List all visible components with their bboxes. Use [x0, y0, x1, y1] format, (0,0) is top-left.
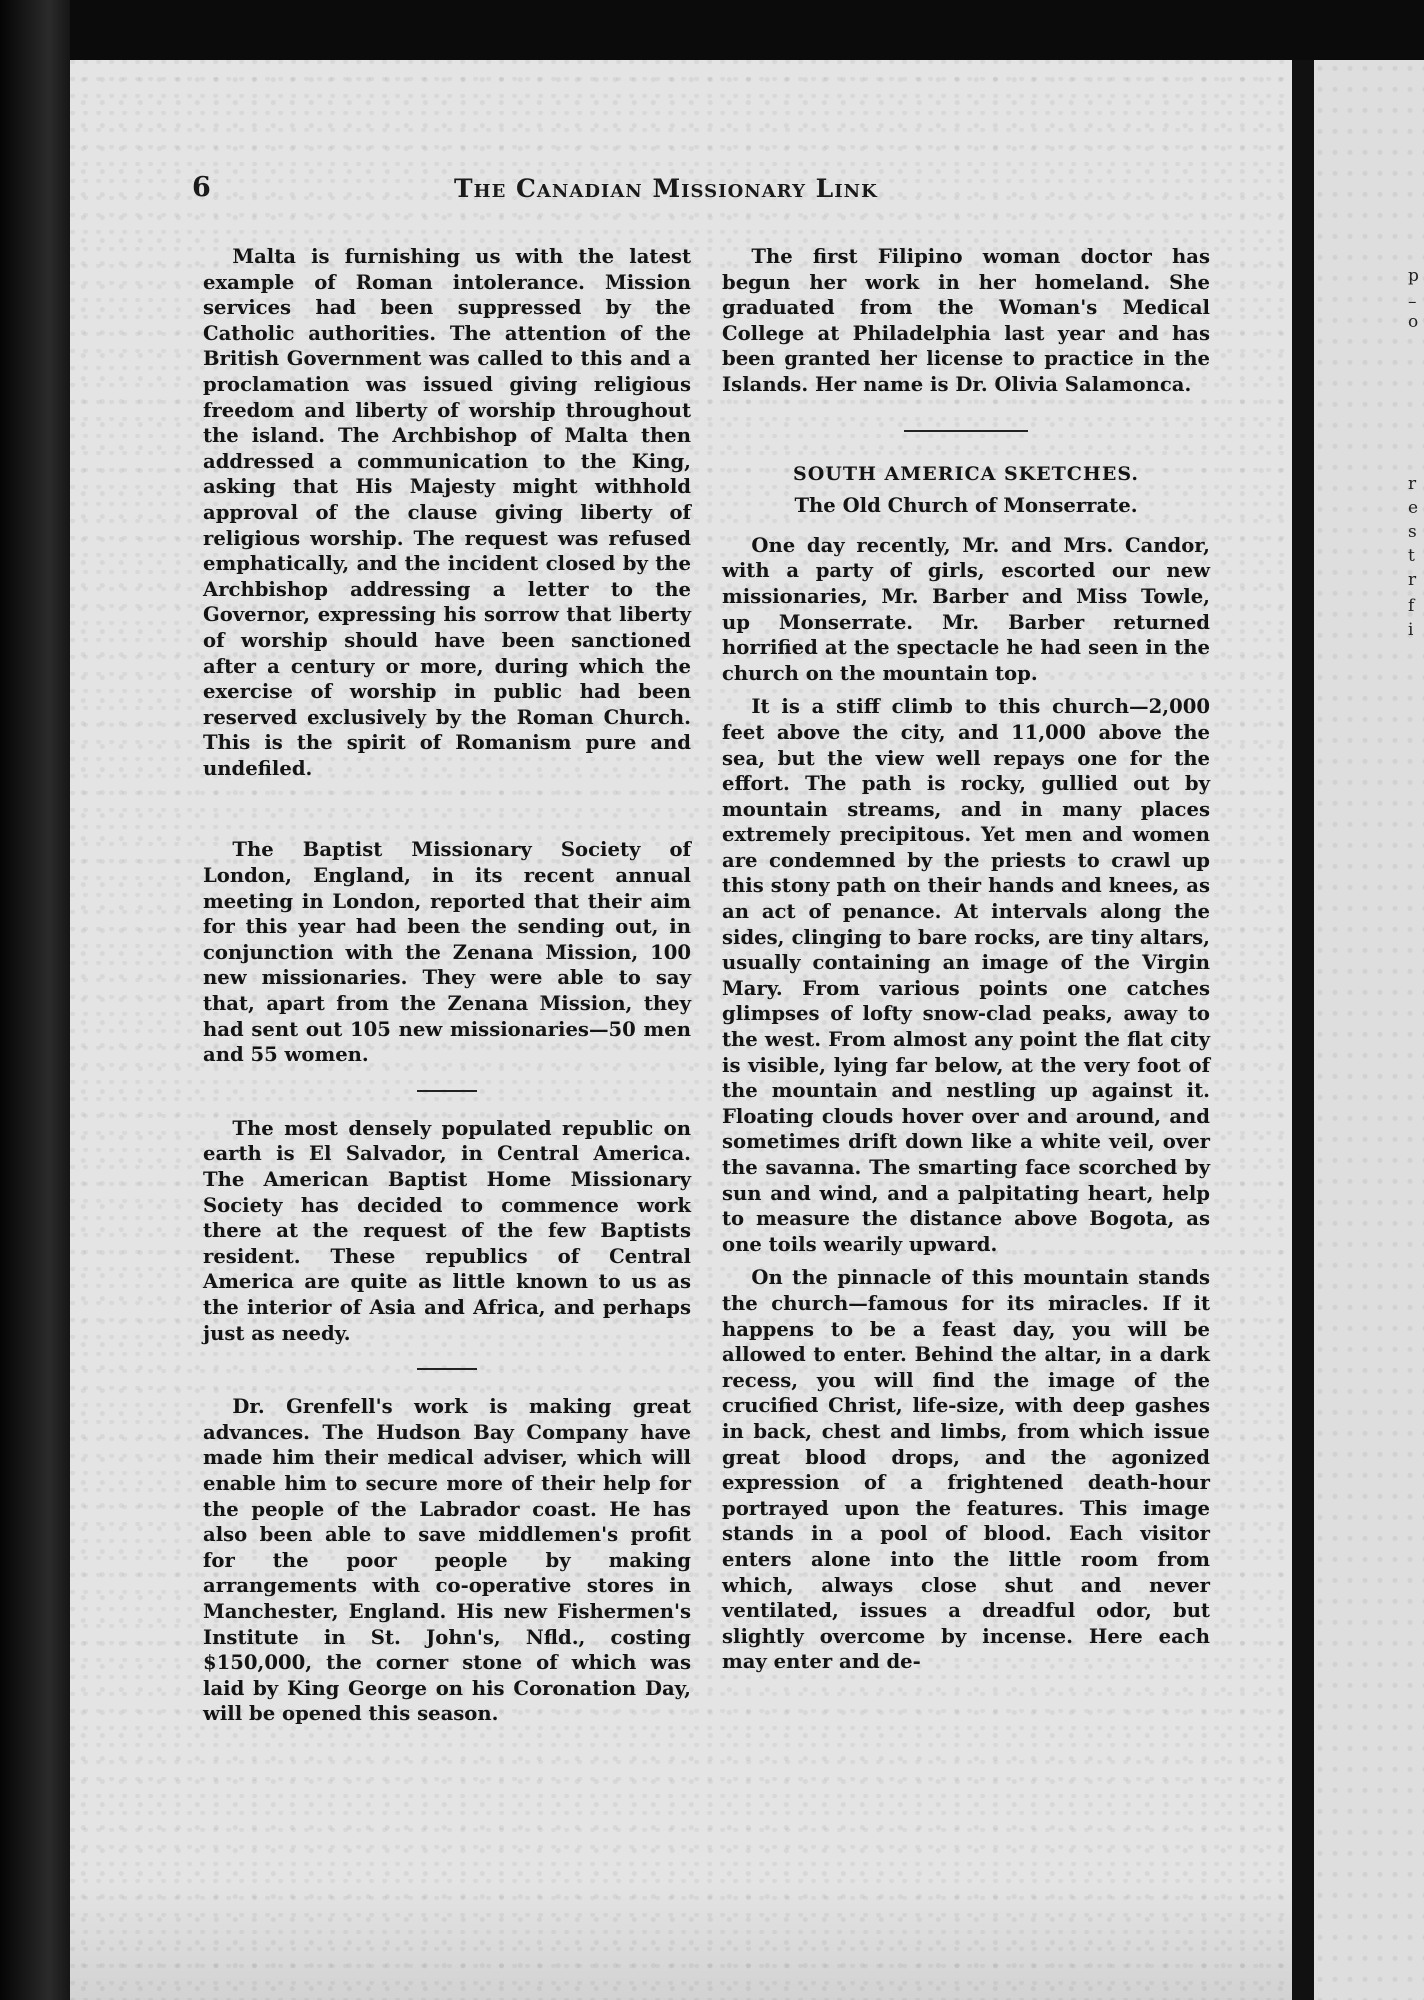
- next-page-fragment: r: [1408, 570, 1417, 590]
- page-gutter: [1292, 60, 1314, 2000]
- page-header: [192, 172, 1052, 208]
- running-head: The Canadian Missionary Link: [454, 174, 878, 203]
- book-spine-left: [0, 0, 70, 2000]
- article-el-salvador: The most densely populated republic on earth is El Salvador, in Central America. The American Baptist Home Missionary Society has decided to commence work there at the request of the few Baptists resident. These republics of Central America are quite as little known to us as the interior of Asia and Africa, and perhaps just as needy.: [203, 1116, 691, 1345]
- next-page-fragment: i: [1408, 620, 1414, 640]
- section-title: SOUTH AMERICA SKETCHES.: [792, 462, 1140, 485]
- next-page-fragment: s: [1408, 522, 1417, 542]
- next-page-fragment: p: [1408, 266, 1419, 286]
- article-baptist-missionary-society: The Baptist Missionary Society of London, England, in its recent annual meeting in London, reported that their aim for this year had been the sending out, in conjunction with the Zenana Mission, 100 new missionaries. They were able to say that, apart from the Zenana Mission, they had sent out 105 new missionaries—50 men and 55 women.: [203, 838, 691, 1067]
- right-column: [722, 244, 1210, 1675]
- spacer: [203, 781, 691, 837]
- paragraph-climb: It is a stiff climb to this church—2,000 feet above the city, and 11,000 above the sea, but the view well repays one for the effort. The path is rocky, gullied out by mountain streams, and in many places extremely precipitous. Yet men and women are condemned by the priests to crawl up this stony path on their hands and knees, as an act of penance. At intervals along the sides, clinging to bare rocks, are tiny altars, usually containing an image of the Virgin Mary. From various points one catches glimpses of lofty snow-clad peaks, away to the west. From almost any point the flat city is visible, lying far below, at the very foot of the mountain and nestling up against it. Floating clouds hover over and around, and sometimes drift down like a white veil, over the savanna. The smarting face scorched by sun and wind, and a palpitating heart, help to measure the distance above Bogota, as one toils wearily upward.: [722, 695, 1210, 1256]
- left-column: [203, 244, 691, 1727]
- next-page-fragment: e: [1408, 498, 1419, 518]
- section-divider: [417, 1090, 477, 1092]
- paragraph-church: On the pinnacle of this mountain stands the church—famous for its miracles. If it happens to be a feast day, you will be allowed to enter. Behind the altar, in a dark recess, you will find the image of the crucified Christ, life-size, with deep gashes in back, chest and limbs, from which issue great blood drops, and the agonized expression of a frightened death-hour portrayed upon the features. This image stands in a pool of blood. Each visitor enters alone into the little room from which, always close shut and never ventilated, issues a dreadful odor, but slightly overcome by incense. Here each may enter and de-: [722, 1266, 1210, 1674]
- article-grenfell: Dr. Grenfell's work is making great advances. The Hudson Bay Company have made him their medical adviser, which will enable him to secure more of their help for the people of the Labrador coast. He has also been able to save middlemen's profit for the poor people by making arrangements with co-operative stores in Manchester, England. His new Fishermen's Institute in St. John's, Nfld., costing $150,000, the corner stone of which was laid by King George on his Coronation Day, will be opened this season.: [203, 1395, 691, 1726]
- adjacent-page-edge: [1314, 60, 1424, 2000]
- page-number: 6: [192, 172, 211, 203]
- paragraph-monserrate-visit: One day recently, Mr. and Mrs. Candor, with a party of girls, escorted our new missionaries, Mr. Barber and Miss Towle, up Monserrate. Mr. Barber returned horrified at the spectacle he had seen in the church on the mountain top.: [722, 533, 1210, 685]
- scan-shading: [70, 1880, 1292, 2000]
- next-page-fragment: t: [1408, 546, 1415, 566]
- section-divider: [417, 1368, 477, 1370]
- next-page-fragment: –: [1408, 292, 1417, 312]
- next-page-fragment: f: [1408, 596, 1415, 616]
- section-divider: [904, 430, 1028, 432]
- next-page-fragment: r: [1408, 474, 1417, 494]
- article-filipino-doctor: The first Filipino woman doctor has begun her work in her homeland. She graduated from the Woman's Medical College at Philadelphia last year and has been granted her license to practice in the Islands. Her name is Dr. Olivia Salamonca.: [722, 245, 1210, 396]
- article-malta: Malta is furnishing us with the latest example of Roman intolerance. Mission services had been suppressed by the Catholic authorities. The attention of the British Government was called to this and a proclamation was issued giving religious freedom and liberty of worship throughout the island. The Archbishop of Malta then addressed a communication to the King, asking that His Majesty might withhold approval of the clause giving liberty of religious worship. The request was refused emphatically, and the incident closed by the Archbishop addressing a letter to the Governor, expressing his sorrow that liberty of worship should have been sanctioned after a century or more, during which the exercise of worship in public had been reserved exclusively by the Roman Church. This is the spirit of Romanism pure and undefiled.: [203, 245, 691, 780]
- next-page-fragment: o: [1408, 312, 1419, 332]
- section-subtitle: The Old Church of Monserrate.: [794, 494, 1138, 518]
